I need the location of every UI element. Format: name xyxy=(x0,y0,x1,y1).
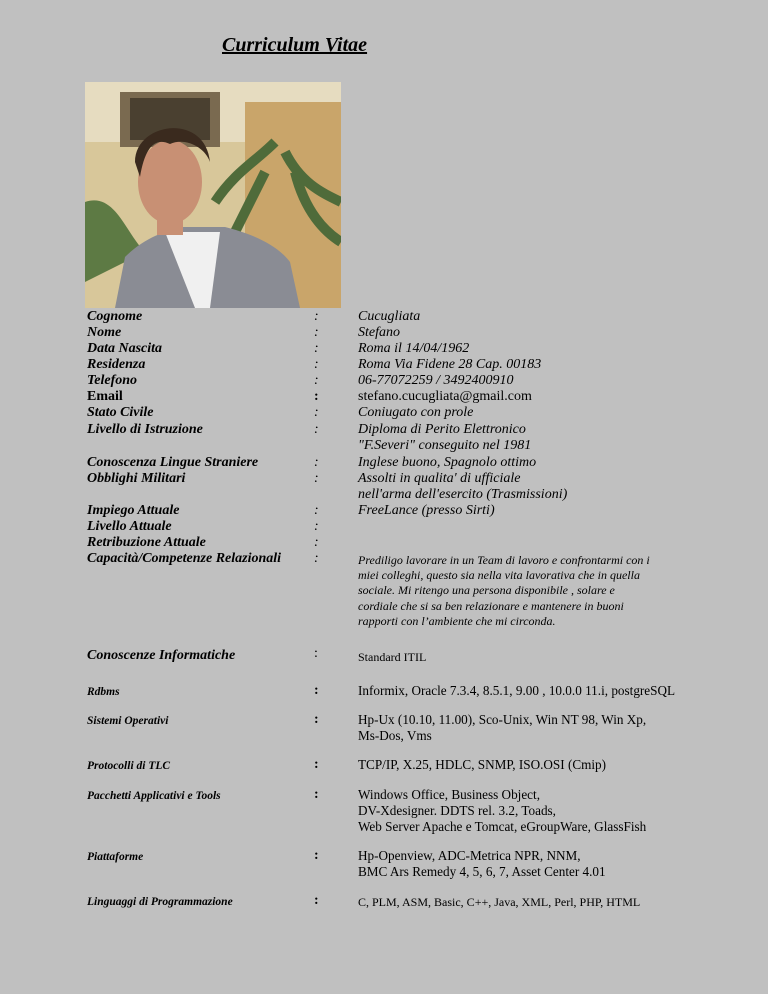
colon: : xyxy=(314,389,319,404)
value-nome: Stefano xyxy=(358,325,400,340)
label-capacita: Capacità/Competenze Relazionali xyxy=(87,551,282,566)
value-piattaforme-2: BMC Ars Remedy 4, 5, 6, 7, Asset Center 4.01 xyxy=(358,864,606,879)
value-pacchetti-2: DV-Xdesigner. DDTS rel. 3.2, Toads, xyxy=(358,803,556,818)
capacita-line: sociale. Mi ritengo una persona disponibile , solare e xyxy=(358,583,615,598)
label-residenza: Residenza xyxy=(87,357,146,372)
label-istruzione: Livello di Istruzione xyxy=(87,422,203,437)
label-data-nascita: Data Nascita xyxy=(87,341,163,356)
label-pacchetti: Pacchetti Applicativi e Tools xyxy=(87,790,221,802)
colon: : xyxy=(314,405,319,420)
portrait-photo xyxy=(85,82,341,308)
value-email[interactable]: stefano.cucugliata@gmail.com xyxy=(358,389,532,404)
value-cognome: Cucugliata xyxy=(358,309,421,324)
value-sistemi-operativi-2: Ms-Dos, Vms xyxy=(358,728,432,743)
label-impiego: Impiego Attuale xyxy=(87,503,180,518)
label-livello: Livello Attuale xyxy=(87,519,172,534)
capacita-paragraph xyxy=(358,553,718,629)
label-piattaforme: Piattaforme xyxy=(87,851,144,863)
label-rdbms: Rdbms xyxy=(87,686,120,698)
value-data-nascita: Roma il 14/04/1962 xyxy=(358,341,470,356)
value-stato-civile: Coniugato con prole xyxy=(358,405,474,420)
value-piattaforme-1: Hp-Openview, ADC-Metrica NPR, NNM, xyxy=(358,848,581,863)
label-nome: Nome xyxy=(87,325,122,340)
value-militari-2: nell'arma dell'esercito (Trasmissioni) xyxy=(358,487,568,502)
label-email: Email xyxy=(87,389,123,404)
value-lingue: Inglese buono, Spagnolo ottimo xyxy=(358,455,537,470)
value-pacchetti-3: Web Server Apache e Tomcat, eGroupWare, GlassFish xyxy=(358,819,647,834)
colon: : xyxy=(314,535,319,550)
capacita-line: Prediligo lavorare in un Team di lavoro e confrontarmi con i xyxy=(358,553,650,567)
colon: : xyxy=(314,757,319,772)
capacita-line: cordiale che si sa ben relazionare e mantenere in buoni xyxy=(358,598,624,613)
label-militari: Obblighi Militari xyxy=(87,471,186,486)
document-title: Curriculum Vitae xyxy=(222,34,368,56)
label-protocolli-tlc: Protocolli di TLC xyxy=(87,760,171,772)
colon: : xyxy=(314,712,319,727)
value-conoscenze-informatiche: Standard ITIL xyxy=(358,650,427,664)
colon: : xyxy=(314,848,319,863)
label-sistemi-operativi: Sistemi Operativi xyxy=(87,715,169,727)
value-sistemi-operativi-1: Hp-Ux (10.10, 11.00), Sco-Unix, Win NT 98, Win Xp, xyxy=(358,712,647,727)
value-linguaggi: C, PLM, ASM, Basic, C++, Java, XML, Perl, PHP, HTML xyxy=(358,895,641,909)
label-stato-civile: Stato Civile xyxy=(87,405,154,420)
colon: : xyxy=(314,519,319,534)
value-istruzione-1: Diploma di Perito Elettronico xyxy=(358,422,526,437)
colon: : xyxy=(314,471,319,486)
colon: : xyxy=(314,341,319,356)
colon: : xyxy=(314,455,319,470)
capacita-line: rapporti con l’ambiente che mi circonda. xyxy=(358,613,556,628)
label-retribuzione: Retribuzione Attuale xyxy=(87,535,206,550)
label-cognome: Cognome xyxy=(87,309,143,324)
colon: : xyxy=(314,357,319,372)
value-residenza: Roma Via Fidene 28 Cap. 00183 xyxy=(358,357,542,372)
value-telefono: 06-77072259 / 3492400910 xyxy=(358,373,514,388)
colon: : xyxy=(314,893,319,908)
value-impiego: FreeLance (presso Sirti) xyxy=(358,503,495,518)
colon: : xyxy=(314,422,319,437)
colon: : xyxy=(314,646,318,661)
colon: : xyxy=(314,309,319,324)
colon: : xyxy=(314,325,319,340)
label-lingue: Conoscenza Lingue Straniere xyxy=(87,455,259,470)
value-istruzione-2: "F.Severi" conseguito nel 1981 xyxy=(358,438,532,453)
colon: : xyxy=(314,787,319,802)
colon: : xyxy=(314,683,319,698)
colon: : xyxy=(314,551,319,566)
label-linguaggi: Linguaggi di Programmazione xyxy=(87,896,233,908)
label-conoscenze-informatiche: Conoscenze Informatiche xyxy=(87,648,236,663)
value-pacchetti-1: Windows Office, Business Object, xyxy=(358,787,540,802)
colon: : xyxy=(314,373,319,388)
value-rdbms: Informix, Oracle 7.3.4, 8.5.1, 9.00 , 10.0.0 11.i, postgreSQL xyxy=(358,683,676,698)
label-telefono: Telefono xyxy=(87,373,138,388)
capacita-line: miei colleghi, questo sia nella vita lavorativa che in quella xyxy=(358,568,640,583)
value-militari-1: Assolti in qualita' di ufficiale xyxy=(358,471,521,486)
colon: : xyxy=(314,503,319,518)
value-protocolli-tlc: TCP/IP, X.25, HDLC, SNMP, ISO.OSI (Cmip) xyxy=(358,757,607,772)
